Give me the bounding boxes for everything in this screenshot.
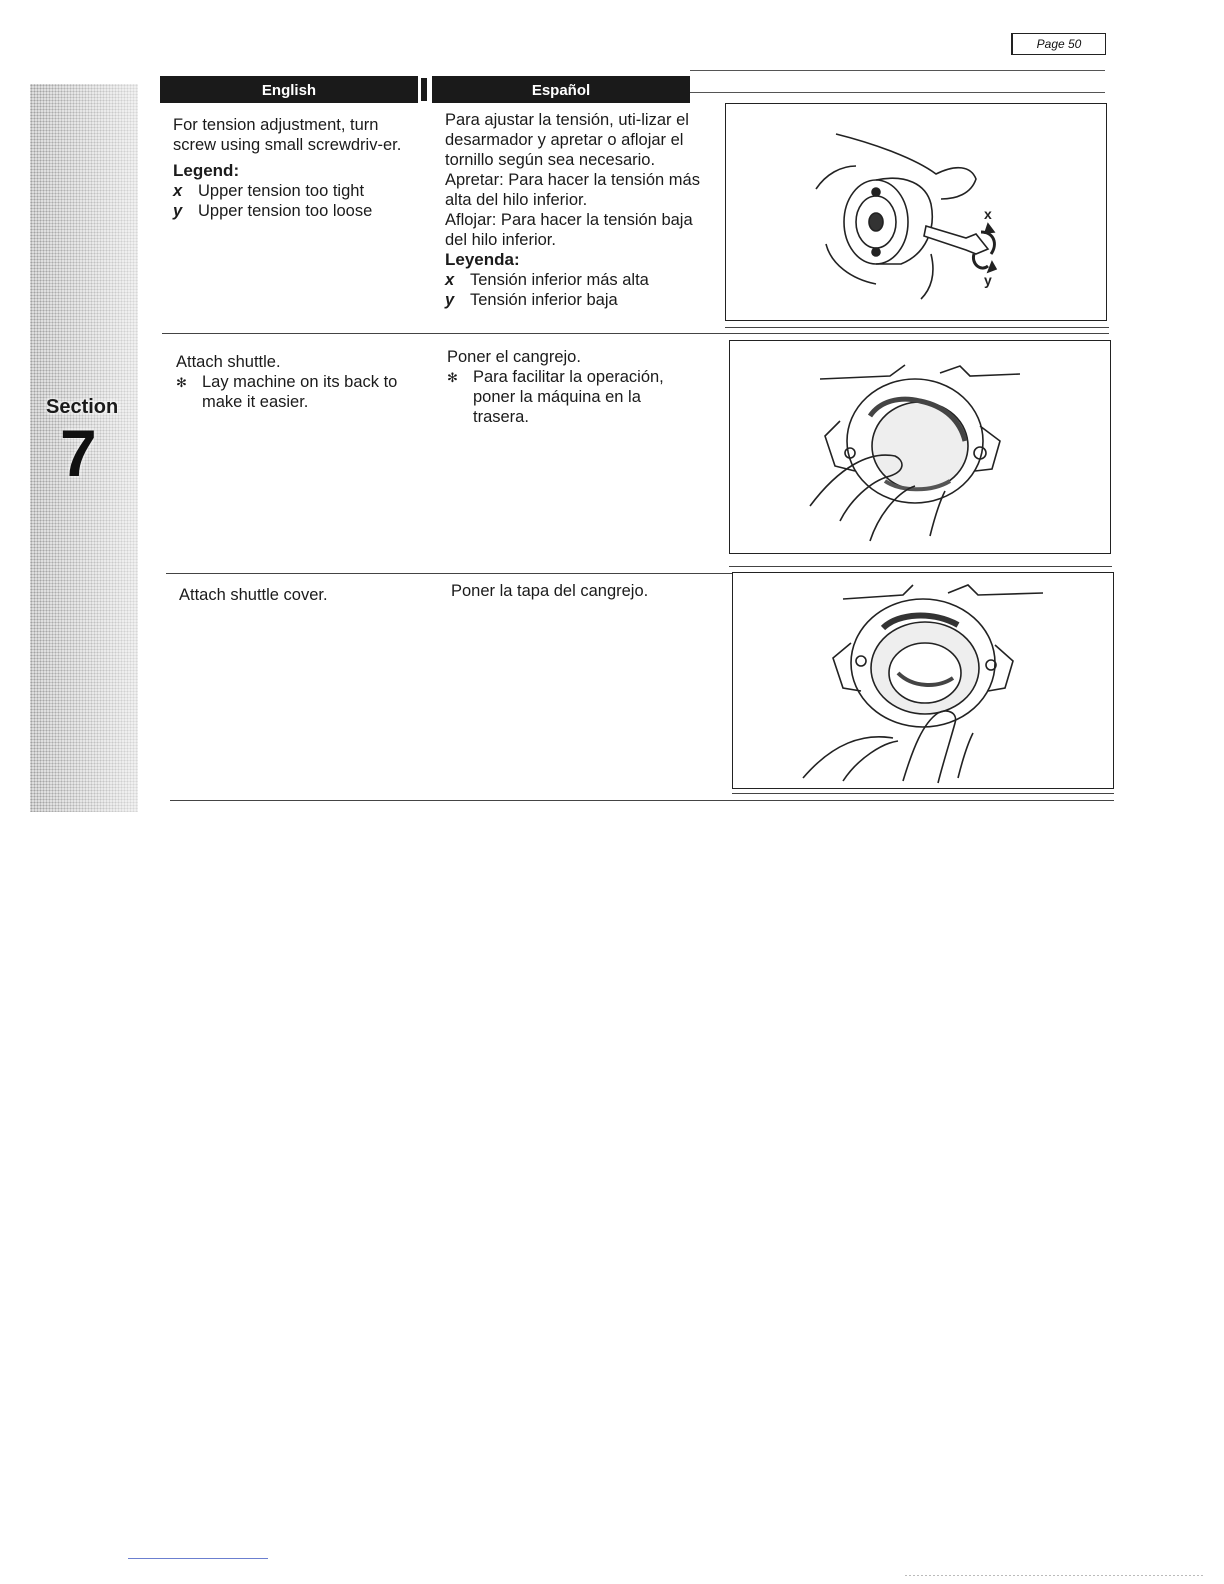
legend-item bbox=[173, 181, 425, 201]
figure-tension-screw bbox=[725, 103, 1107, 321]
section-label: Section bbox=[46, 396, 119, 418]
scan-artifact bbox=[905, 1575, 1205, 1578]
legend-text: Tensión inferior más alta bbox=[470, 271, 649, 289]
row2-spanish bbox=[447, 347, 697, 427]
shuttle-illustration bbox=[730, 341, 1110, 553]
figure-label-y: y bbox=[984, 272, 992, 288]
legend-key: x bbox=[173, 182, 183, 200]
instruction-text: Para ajustar la tensión, uti-lizar el desarmador y apretar o aflojar el tornillo según sea necesario. bbox=[445, 111, 689, 169]
legend-key: y bbox=[445, 291, 455, 309]
row-divider bbox=[725, 327, 1109, 328]
note-item bbox=[447, 367, 697, 427]
asterisk-icon: ✻ bbox=[176, 375, 187, 390]
row1-spanish bbox=[445, 110, 700, 310]
instruction-text: Poner la tapa del cangrejo. bbox=[451, 582, 649, 600]
loosen-text: Aflojar: Para hacer la tensión baja del hilo inferior. bbox=[445, 211, 693, 249]
legend-item bbox=[445, 270, 700, 290]
instruction-text: Poner el cangrejo. bbox=[447, 348, 581, 366]
row-divider bbox=[729, 566, 1112, 567]
figure-label-x: x bbox=[984, 206, 992, 222]
figure-attach-shuttle bbox=[729, 340, 1111, 554]
note-item bbox=[176, 372, 426, 412]
legend-item bbox=[173, 201, 425, 221]
row-divider bbox=[162, 333, 1109, 334]
section-number: 7 bbox=[60, 416, 97, 490]
row-divider bbox=[170, 800, 1114, 801]
scan-artifact bbox=[128, 1558, 268, 1559]
asterisk-icon: ✻ bbox=[447, 370, 458, 385]
header-rule bbox=[690, 92, 1105, 93]
instruction-text: For tension adjustment, turn screw using small screwdriv-er. bbox=[173, 116, 402, 154]
note-text: Para facilitar la operación, poner la máquina en la trasera. bbox=[473, 368, 664, 426]
row3-spanish bbox=[451, 581, 701, 601]
page-number: Page 50 bbox=[1011, 33, 1106, 55]
spanish-header: Español bbox=[432, 76, 690, 103]
note-text: Lay machine on its back to make it easier. bbox=[202, 373, 398, 411]
legend-text: Tensión inferior baja bbox=[470, 291, 618, 309]
figure-attach-shuttle-cover bbox=[732, 572, 1114, 789]
row-divider bbox=[732, 793, 1114, 794]
row2-english bbox=[176, 352, 426, 412]
legend-title: Leyenda: bbox=[445, 250, 520, 269]
legend-item bbox=[445, 290, 700, 310]
header-rule bbox=[690, 70, 1105, 71]
legend-text: Upper tension too tight bbox=[198, 182, 365, 200]
legend-key: y bbox=[173, 202, 183, 220]
instruction-text: Attach shuttle cover. bbox=[179, 586, 328, 604]
legend-text: Upper tension too loose bbox=[198, 202, 373, 220]
row3-english bbox=[179, 585, 429, 605]
english-header: English bbox=[160, 76, 418, 103]
tighten-text: Apretar: Para hacer la tensión más alta del hilo inferior. bbox=[445, 171, 700, 209]
bobbin-case-illustration bbox=[726, 104, 1106, 320]
header-divider-mark bbox=[421, 78, 427, 101]
shuttle-cover-illustration bbox=[733, 573, 1113, 788]
legend-key: x bbox=[445, 271, 455, 289]
instruction-text: Attach shuttle. bbox=[176, 353, 281, 371]
legend-title: Legend: bbox=[173, 161, 240, 180]
row1-english bbox=[173, 115, 425, 221]
